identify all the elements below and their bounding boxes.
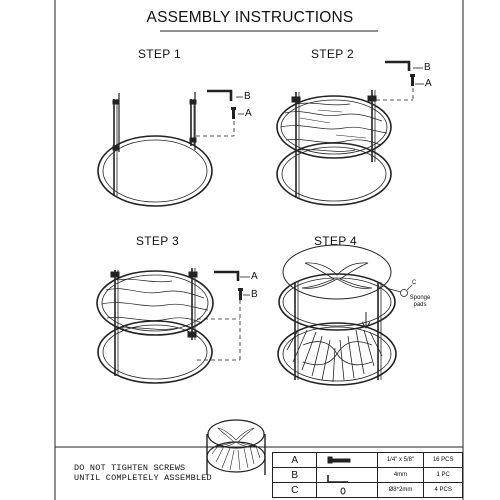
step1-label-b: B bbox=[244, 91, 251, 102]
part-key: A bbox=[273, 453, 317, 468]
part-qty: 4 PCS bbox=[424, 483, 463, 498]
parts-table bbox=[272, 452, 463, 498]
step4-sponge-label: Sponge pads bbox=[409, 295, 431, 308]
step-2-heading: STEP 2 bbox=[311, 47, 354, 61]
allen-key-icon bbox=[385, 62, 409, 71]
page-frame bbox=[55, 0, 463, 500]
screw-icon bbox=[410, 74, 415, 86]
part-key: B bbox=[273, 468, 317, 483]
part-size: Ø8*2mm bbox=[377, 483, 424, 498]
step3-label-b: B bbox=[251, 289, 258, 300]
step4-table-drawing bbox=[278, 274, 412, 385]
allen-key-icon bbox=[207, 91, 231, 101]
part-symbol-cell bbox=[317, 483, 377, 498]
step2-label-b: B bbox=[424, 62, 431, 73]
screw-icon bbox=[231, 107, 236, 119]
step2-frame-drawing bbox=[277, 88, 413, 205]
step-4-heading: STEP 4 bbox=[314, 234, 357, 248]
warning-note-line-2: UNTIL COMPLETELY ASSEMBLED bbox=[74, 473, 212, 483]
table-row bbox=[273, 483, 463, 498]
allen-key-icon bbox=[214, 272, 238, 281]
table-row bbox=[273, 453, 463, 468]
step1-label-a: A bbox=[245, 108, 252, 119]
part-symbol-cell bbox=[317, 453, 377, 468]
step2-label-a: A bbox=[425, 78, 432, 89]
step4-label-c: C bbox=[412, 280, 417, 286]
part-symbol-cell bbox=[317, 468, 377, 483]
step4-glass-top-drawing bbox=[283, 245, 391, 299]
step3-label-a: A bbox=[251, 271, 258, 282]
part-qty: 1 PC bbox=[424, 468, 463, 483]
step-1-heading: STEP 1 bbox=[138, 47, 181, 61]
warning-note-line-1: DO NOT TIGHTEN SCREWS bbox=[74, 463, 186, 473]
table-row bbox=[273, 468, 463, 483]
step-3-heading: STEP 3 bbox=[136, 234, 179, 248]
screw-icon bbox=[238, 288, 243, 300]
part-size: 1/4" x 5/8" bbox=[377, 453, 424, 468]
step3-frame-drawing bbox=[97, 268, 240, 383]
page-title: ASSEMBLY INSTRUCTIONS bbox=[146, 9, 354, 26]
part-size: 4mm bbox=[377, 468, 424, 483]
step1-frame-drawing bbox=[98, 92, 234, 206]
part-key: C bbox=[273, 483, 317, 498]
part-qty: 16 PCS bbox=[424, 453, 463, 468]
